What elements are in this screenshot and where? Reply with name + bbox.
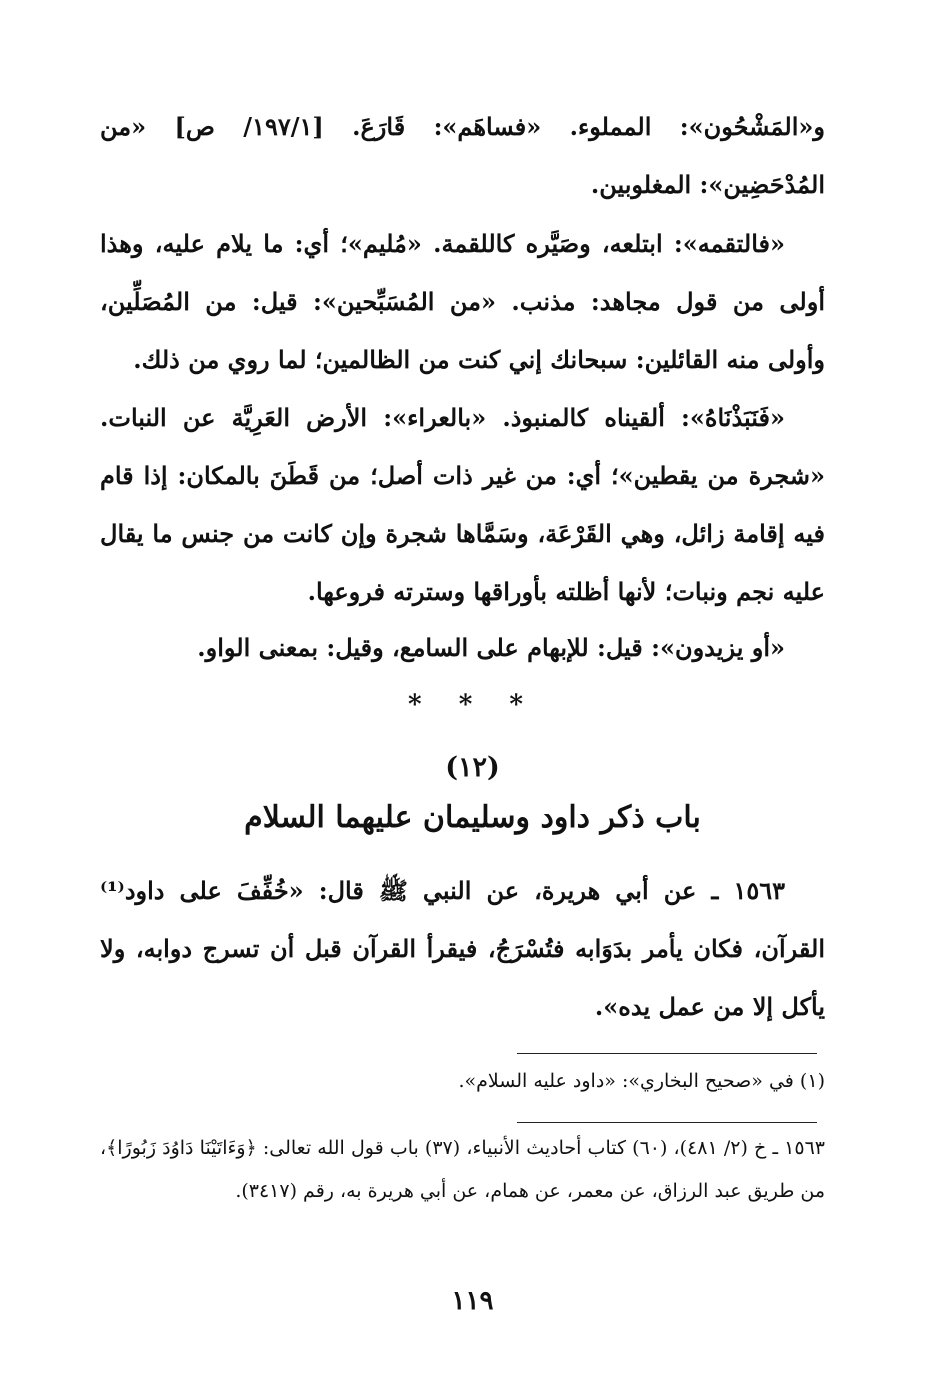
paragraph-text: و«المَشْحُون»: المملوء. «فساهَم»: قَارَعَ. [١٩٧/١/ ص] «من المُدْحَضِين»: المغلوبين.: [100, 112, 825, 199]
paragraph-text: «أو يزيدون»: قيل: للإبهام على السامع، وقيل: بمعنى الواو.: [197, 633, 785, 662]
footnote-divider: [517, 1053, 817, 1054]
footnote-text: (١) في «صحيح البخاري»: «داود عليه السلام».: [458, 1070, 825, 1092]
source-divider: [517, 1122, 817, 1123]
source-note: [100, 1127, 825, 1213]
chapter-title: باب ذكر داود وسليمان عليهما السلام: [244, 800, 701, 835]
commentary-paragraph-4: [100, 619, 825, 677]
page-number: ١١٩: [451, 1286, 494, 1316]
section-separator: * * *: [408, 690, 537, 720]
hadith-paragraph: [100, 862, 825, 1036]
hadith-text: ١٥٦٣ ـ عن أبي هريرة، عن النبي ﷺ قال: «خُفِّفَ على داود⁽¹⁾ القرآن، فكان يأمر بدَوَابه فتُسْرَجُ، فيقرأ القرآن قبل أن تسرج دوابه، ولا يأكل إلا من عمل يده».: [100, 876, 825, 1021]
source-note-text: ١٥٦٣ ـ خ (٢/ ٤٨١)، (٦٠) كتاب أحاديث الأنبياء، (٣٧) باب قول الله تعالى: ﴿وَءَاتَيْنَا دَاوُدَ زَبُورًا﴾، من طريق عبد الرزاق، عن معمر، عن همام، عن أبي هريرة به، رقم (٣٤١٧).: [100, 1137, 825, 1202]
commentary-paragraph-3: [100, 389, 825, 621]
chapter-number: (١٢): [445, 752, 500, 783]
paragraph-text: «فالتقمه»: ابتلعه، وصَيَّره كاللقمة. «مُليم»؛ أي: ما يلام عليه، وهذا أولى من قول مجاهد: مذنب. «من المُسَبِّحين»: قيل: من المُصَلِّين، وأولى منه القائلين: سبحانك إني كنت من الظالمين؛ لما روي من ذلك.: [100, 229, 825, 374]
commentary-paragraph-1: [100, 98, 825, 214]
footnote: [100, 1060, 825, 1103]
paragraph-text: «فَنَبَذْنَاهُ»: ألقيناه كالمنبوذ. «بالعراء»: الأرض العَرِيَّة عن النبات. «شجرة من يقطين»؛ أي: من غير ذات أصل؛ من قَطَنَ بالمكان: إذا قام فيه إقامة زائل، وهي القَرْعَة، وسَمَّاها شجرة وإن كانت من جنس ما يقال عليه نجم ونبات؛ لأنها أظلته بأوراقها وسترته فروعها.: [100, 403, 825, 606]
commentary-paragraph-2: [100, 215, 825, 389]
